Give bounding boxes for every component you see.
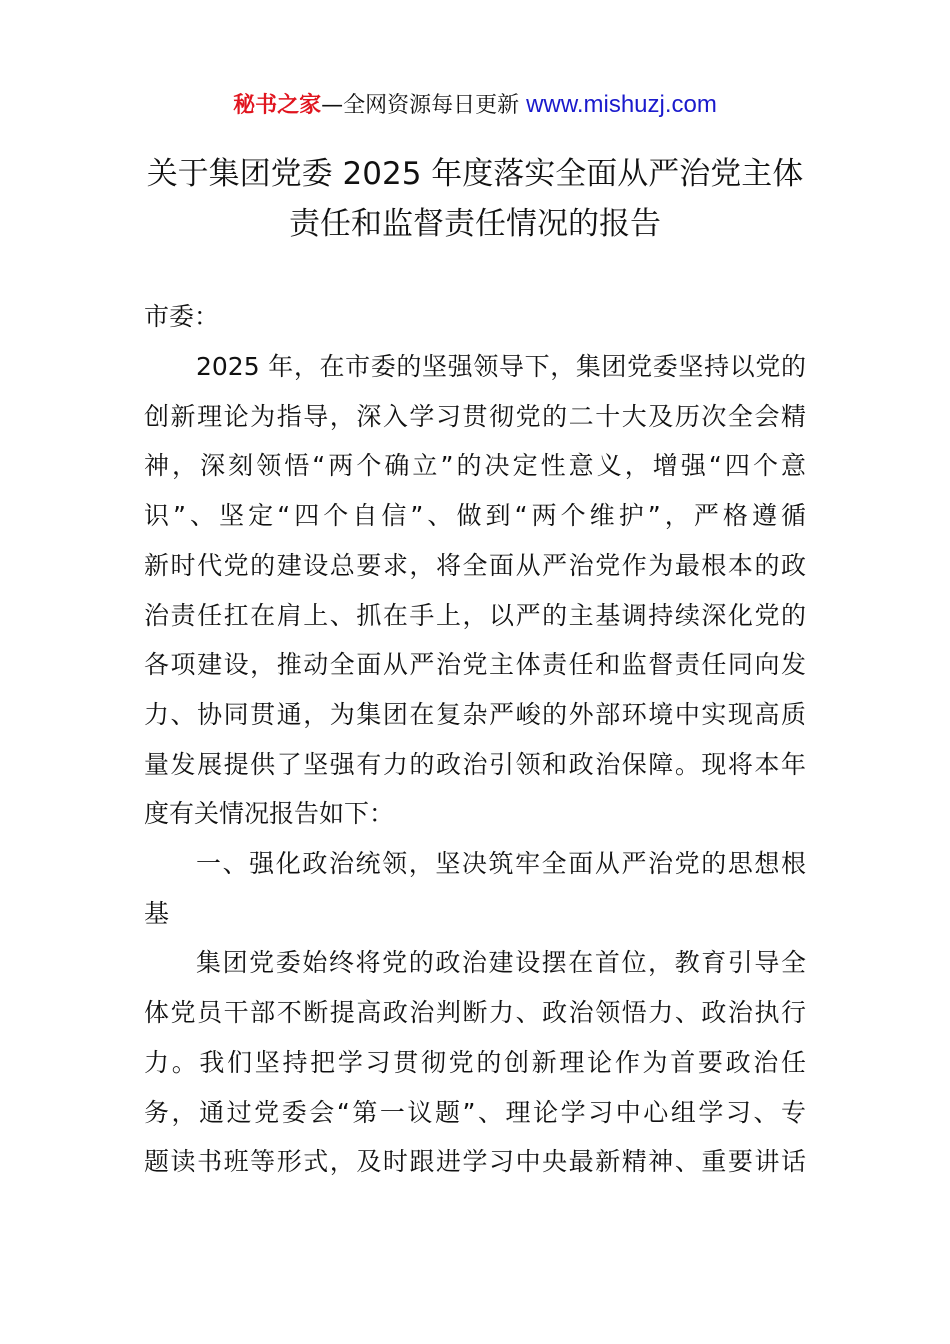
banner-tagline: —全网资源每日更新 <box>321 93 520 118</box>
body-text-line: 务，通过党委会“第一议题”、理论学习中心组学习、专 <box>144 1097 806 1127</box>
brand-name: 秘书之家 <box>233 93 322 118</box>
body-text-line: 度有关情况报告如下： <box>144 799 395 829</box>
body-text-line: 力、协同贯通，为集团在复杂严峻的外部环境中实现高质 <box>144 699 806 729</box>
body-text-line: 识”、坚定“四个自信”、做到“两个维护”，严格遵循 <box>144 501 806 531</box>
document-title-line-1: 关于集团党委 2025 年度落实全面从严治党主体 <box>146 156 804 192</box>
section-heading: 基 <box>144 898 170 928</box>
section-heading: 一、强化政治统领，坚决筑牢全面从严治党的思想根 <box>196 849 806 878</box>
body-text-line: 神，深刻领悟“两个确立”的决定性意义，增强“四个意 <box>144 451 806 481</box>
body-text-line: 2025 年，在市委的坚强领导下，集团党委坚持以党的 <box>196 352 806 381</box>
body-text-line: 量发展提供了坚强有力的政治引领和政治保障。现将本年 <box>144 749 806 779</box>
salutation: 市委： <box>144 302 220 331</box>
site-banner <box>0 88 950 119</box>
body-text-line: 各项建设，推动全面从严治党主体责任和监督责任同向发 <box>144 650 806 680</box>
body-text-line: 题读书班等形式，及时跟进学习中央最新精神、重要讲话 <box>144 1147 806 1177</box>
body-text-line: 集团党委始终将党的政治建设摆在首位，教育引导全 <box>196 948 806 978</box>
body-text-line: 创新理论为指导，深入学习贯彻党的二十大及历次全会精 <box>144 401 806 431</box>
body-text-line: 力。我们坚持把学习贯彻党的创新理论作为首要政治任 <box>144 1047 806 1077</box>
body-text-line: 治责任扛在肩上、抓在手上，以严的主基调持续深化党的 <box>144 600 806 630</box>
body-text-line: 新时代党的建设总要求，将全面从严治党作为最根本的政 <box>144 550 806 580</box>
body-text-line: 体党员干部不断提高政治判断力、政治领悟力、政治执行 <box>144 998 806 1028</box>
document-title-line-2: 责任和监督责任情况的报告 <box>289 206 661 242</box>
site-url-link[interactable]: www.mishuzj.com <box>526 91 717 118</box>
